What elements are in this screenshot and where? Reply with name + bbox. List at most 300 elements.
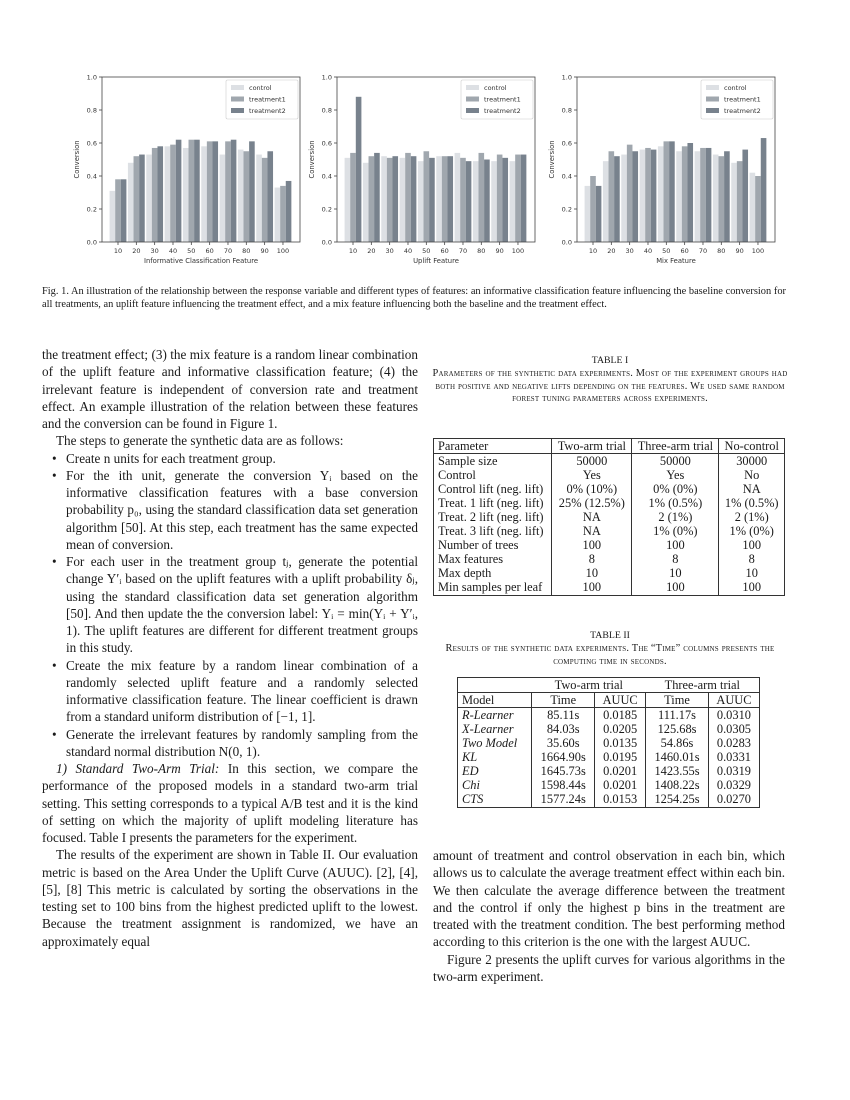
paragraph: The results of the experiment are shown in Table II. Our evaluation metric is based on the Area Under the Uplift Curve (AUUC). [2], [4], [5], [8] This metric is calculated by sorting the observations in the testing set to 100 bins from the highest predicted uplift to the lowest. Because the treatment assignment is randomized, we have an approximately equal: [42, 847, 418, 949]
figure-caption: Fig. 1. An illustration of the relationship between the response variable and different types of features: an informative classification feature influencing the baseline conversion for all treatments, an uplift feature influencing the treatment effect, and a mix feature influencing both the baseline and the treatment effect.: [42, 286, 786, 310]
table-header-row: [434, 439, 785, 454]
legend-label-control: control: [484, 84, 507, 92]
bar-treatment1-90: [737, 161, 743, 242]
table-cell: Yes: [632, 468, 719, 482]
table-cell: [458, 678, 532, 693]
legend-swatch-treatment2: [466, 108, 479, 113]
table2-title: TABLE II: [590, 630, 630, 641]
x-tick-label: 50: [422, 247, 431, 255]
table-cell: No: [719, 468, 785, 482]
x-tick-label: 40: [643, 247, 653, 255]
table-row: [458, 708, 760, 723]
bar-treatment2-10: [356, 97, 362, 242]
legend: [226, 80, 298, 119]
x-tick-label: 10: [113, 247, 123, 255]
bar-control-60: [436, 156, 442, 242]
bar-treatment2-60: [447, 156, 453, 242]
legend-label-treatment1: treatment1: [249, 95, 286, 104]
table-cell: Control: [438, 467, 476, 482]
x-tick-label: 70: [698, 247, 708, 255]
x-tick-label: 10: [348, 247, 358, 255]
table-header-cell: AUUC: [595, 693, 646, 708]
bar-treatment2-50: [429, 158, 435, 242]
table-cell: 50000: [632, 454, 719, 469]
table-cell: 0.0283: [708, 736, 759, 750]
list-item: • Generate the irrelevant features by randomly sampling from the standard normal distribution N(0, 1).: [66, 726, 418, 761]
table-cell: 1408.22s: [646, 779, 709, 793]
bar-treatment1-10: [115, 179, 121, 242]
steps-list: [42, 450, 418, 761]
y-axis-label: Conversion: [548, 140, 556, 179]
x-tick-label: 100: [751, 247, 765, 255]
bar-treatment2-30: [632, 151, 638, 242]
x-tick-label: 30: [625, 247, 634, 255]
bar-control-20: [363, 163, 369, 242]
x-tick-label: 50: [187, 247, 196, 255]
table-cell: Sample size: [438, 453, 498, 468]
bar-control-40: [165, 146, 171, 242]
table-header-row: [458, 693, 760, 708]
table-cell: 0.0195: [595, 750, 646, 764]
table-cell: 111.17s: [646, 708, 709, 723]
table-cell: 10: [552, 567, 632, 581]
table-cell: 0.0319: [708, 765, 759, 779]
x-tick-label: 100: [276, 247, 290, 255]
bar-control-100: [510, 161, 516, 242]
bar-control-10: [345, 158, 351, 242]
y-tick-label: 1.0: [561, 73, 572, 82]
table-cell: Two-arm trial: [552, 439, 632, 454]
table1-caption-block: [430, 355, 790, 406]
table-header-cell: Time: [532, 693, 595, 708]
table-cell: 1254.25s: [646, 793, 709, 808]
table-cell: 1460.01s: [646, 750, 709, 764]
table-header-cell: AUUC: [708, 693, 759, 708]
bar-control-70: [220, 155, 226, 242]
table-row: [434, 539, 785, 553]
y-tick-label: 0.6: [561, 139, 572, 148]
model-name: R-Learner: [462, 707, 514, 722]
x-tick-label: 10: [588, 247, 598, 255]
table-cell: Min samples per leaf: [438, 580, 543, 595]
table-cell: 50000: [552, 454, 632, 469]
x-tick-label: 90: [495, 247, 504, 255]
table-row: [434, 482, 785, 496]
table-row: [458, 793, 760, 808]
bar-treatment2-50: [669, 141, 675, 242]
bar-treatment1-70: [460, 158, 466, 242]
left-column: [42, 346, 418, 950]
table-cell: Number of trees: [438, 538, 519, 553]
model-name: Two Model: [462, 735, 518, 750]
y-tick-label: 0.6: [321, 139, 332, 148]
table-cell: Max depth: [438, 566, 492, 581]
x-tick-label: 70: [223, 247, 233, 255]
model-name: CTS: [462, 792, 484, 807]
table-cell: 100: [632, 581, 719, 596]
bar-treatment1-50: [189, 140, 195, 242]
bar-treatment1-100: [755, 176, 761, 242]
table-row: [458, 750, 760, 764]
table-cell: 0.0331: [708, 750, 759, 764]
legend-swatch-treatment2: [706, 108, 719, 113]
table-cell: NA: [552, 525, 632, 539]
bar-control-50: [183, 148, 189, 242]
chart-mix-feature: [545, 70, 795, 275]
bar-treatment2-30: [392, 156, 398, 242]
bar-treatment1-20: [369, 156, 375, 242]
table-row: [434, 510, 785, 524]
bar-control-60: [676, 151, 682, 242]
table-cell: 0.0329: [708, 779, 759, 793]
bar-treatment2-60: [212, 141, 218, 242]
bar-control-50: [418, 161, 424, 242]
table-cell: Treat. 1 lift (neg. lift): [438, 495, 544, 510]
paragraph: The steps to generate the synthetic data are as follows:: [56, 433, 344, 449]
legend-swatch-control: [466, 85, 479, 90]
legend-label-treatment2: treatment2: [249, 107, 286, 115]
table1-caption: Parameters of the synthetic data experiments. Most of the experiment groups had both positive and negative lifts depending on the features. We used same random forest tuning parameters across experiments.: [432, 367, 788, 405]
table-cell: 100: [719, 539, 785, 553]
list-item: • For each user in the treatment group tⱼ, generate the potential change Y′ᵢ based on the uplift features with a uplift probability δⱼ, using the standard classification data set generation algorithm [50]. And then update the the conversion label: Yᵢ = min(Yᵢ + Y′ᵢ, 1). The uplift features are different for different treatment groups in this study.: [66, 553, 418, 657]
list-item: • Create n units for each treatment group.: [66, 450, 418, 467]
bar-control-100: [750, 173, 756, 242]
y-axis-label: Conversion: [73, 140, 81, 179]
bar-treatment2-60: [687, 143, 693, 242]
table-row: [434, 581, 785, 596]
bar-treatment1-40: [170, 145, 176, 242]
y-tick-label: 0.0: [86, 238, 97, 247]
bar-control-70: [695, 151, 701, 242]
bar-treatment2-50: [194, 140, 200, 242]
table-cell: NA: [552, 510, 632, 524]
bar-treatment1-50: [424, 151, 430, 242]
table-cell: 0.0153: [595, 793, 646, 808]
bar-treatment2-90: [267, 151, 273, 242]
x-tick-label: 20: [607, 247, 616, 255]
bar-control-20: [603, 161, 609, 242]
table-cell: 125.68s: [646, 722, 709, 736]
paragraph: amount of treatment and control observation in each bin, which allows us to calculate the average treatment effect within each bin. We then calculate the average difference between the treatment and the control if only the highest p bins in the treatment are treated with the treatment condition. The best performing method according to this criterion is the one with the largest AUUC.: [433, 848, 785, 950]
bar-treatment2-20: [614, 156, 620, 242]
table-cell: Max features: [438, 552, 504, 567]
bar-treatment1-80: [479, 153, 485, 242]
bar-treatment1-70: [700, 148, 706, 242]
bar-treatment1-40: [645, 148, 651, 242]
x-axis-label: Uplift Feature: [413, 257, 459, 265]
y-tick-label: 0.2: [561, 205, 572, 214]
y-tick-label: 0.4: [86, 172, 97, 181]
bar-treatment1-20: [609, 151, 615, 242]
chart-uplift-feature: [305, 70, 555, 275]
bar-treatment2-70: [466, 161, 472, 242]
x-axis-label: Informative Classification Feature: [143, 257, 259, 265]
model-name: X-Learner: [462, 721, 514, 736]
table-cell: 85.11s: [532, 708, 595, 723]
table-cell: 0.0201: [595, 765, 646, 779]
table-header-cell: Time: [646, 693, 709, 708]
x-tick-label: 100: [511, 247, 525, 255]
table-row: [434, 468, 785, 482]
table-cell: NA: [719, 482, 785, 496]
paragraph: the treatment effect; (3) the mix feature is a random linear combination of the uplift feature and informative classification feature; (4) the irrelevant feature is independent of conversion rate and treatment effect. An example illustration of the relation between these features and the conversion can be found in Figure 1.: [42, 347, 418, 431]
y-tick-label: 0.4: [561, 172, 572, 181]
legend-swatch-control: [231, 85, 244, 90]
table-cell: 1664.90s: [532, 750, 595, 764]
bar-control-90: [731, 163, 737, 242]
table2-caption-block: [430, 630, 790, 668]
bar-treatment2-90: [502, 158, 508, 242]
table-cell: 0.0310: [708, 708, 759, 723]
table-cell: Treat. 3 lift (neg. lift): [438, 524, 544, 539]
bar-treatment2-70: [231, 140, 237, 242]
x-tick-label: 80: [477, 247, 486, 255]
table-cell: 100: [552, 539, 632, 553]
model-name: Chi: [462, 778, 480, 793]
table-cell: No-control: [719, 439, 785, 454]
table-cell: 100: [552, 581, 632, 596]
table-cell: 8: [719, 553, 785, 567]
bar-treatment2-10: [121, 179, 127, 242]
table-cell: 100: [632, 539, 719, 553]
bar-treatment2-10: [596, 186, 602, 242]
x-axis-label: Mix Feature: [656, 257, 696, 265]
bar-treatment2-40: [411, 156, 417, 242]
legend-swatch-control: [706, 85, 719, 90]
legend-label-control: control: [724, 84, 747, 92]
bar-control-40: [400, 158, 406, 242]
table-row: [458, 736, 760, 750]
x-tick-label: 50: [662, 247, 671, 255]
bar-treatment2-80: [249, 141, 255, 242]
bar-treatment1-20: [134, 156, 140, 242]
table-cell: 1% (0%): [632, 525, 719, 539]
bar-treatment1-30: [387, 158, 393, 242]
x-tick-label: 90: [260, 247, 269, 255]
list-item: • Create the mix feature by a random linear combination of a randomly selected uplift feature and a randomly selected informative classification feature. The linear coefficient is drawn from a standard uniform distribution of [−1, 1].: [66, 657, 418, 726]
table-cell: 8: [632, 553, 719, 567]
table-cell: 1645.73s: [532, 765, 595, 779]
bar-treatment1-100: [515, 155, 521, 242]
legend-label-treatment1: treatment1: [484, 95, 521, 104]
y-tick-label: 0.0: [321, 238, 332, 247]
table-row: [434, 525, 785, 539]
right-column-text: [433, 847, 785, 985]
x-tick-label: 80: [242, 247, 251, 255]
bar-treatment1-10: [350, 153, 356, 242]
table-row: [458, 779, 760, 793]
table-cell: 2 (1%): [632, 510, 719, 524]
y-tick-label: 0.0: [561, 238, 572, 247]
bar-control-70: [455, 153, 461, 242]
table-cell: 0.0185: [595, 708, 646, 723]
y-tick-label: 0.8: [321, 106, 332, 115]
legend-label-control: control: [249, 84, 272, 92]
table1-title: TABLE I: [591, 355, 629, 366]
table-cell: 8: [552, 553, 632, 567]
legend-swatch-treatment1: [231, 97, 244, 102]
bar-treatment1-30: [152, 148, 158, 242]
y-tick-label: 0.6: [86, 139, 97, 148]
bar-treatment1-90: [262, 158, 268, 242]
x-tick-label: 40: [168, 247, 178, 255]
bar-control-50: [658, 146, 664, 242]
legend: [701, 80, 773, 119]
table-cell: 1598.44s: [532, 779, 595, 793]
bar-treatment2-40: [651, 150, 657, 242]
y-tick-label: 0.8: [561, 106, 572, 115]
table-cell: 10: [632, 567, 719, 581]
table-header-cell: Model: [458, 693, 532, 708]
chart-informative-feature: [70, 70, 320, 275]
bar-treatment1-80: [719, 156, 725, 242]
bar-control-30: [146, 155, 152, 242]
table-row: [434, 567, 785, 581]
y-tick-label: 1.0: [86, 73, 97, 82]
bar-treatment2-70: [706, 148, 712, 242]
bar-treatment1-60: [682, 146, 688, 242]
table-row: [458, 722, 760, 736]
legend-swatch-treatment1: [706, 97, 719, 102]
table-cell: Parameter: [434, 439, 552, 454]
x-tick-label: 40: [403, 247, 413, 255]
table-row: [458, 765, 760, 779]
y-tick-label: 0.2: [86, 205, 97, 214]
bar-treatment1-50: [664, 141, 670, 242]
legend-label-treatment2: treatment2: [484, 107, 521, 115]
bar-control-60: [201, 146, 207, 242]
bar-control-20: [128, 163, 134, 242]
table-cell: Yes: [552, 468, 632, 482]
table-row: [434, 553, 785, 567]
table-group-header: Three-arm trial: [664, 677, 740, 692]
table-group-header-row: [458, 678, 760, 693]
x-tick-label: 90: [735, 247, 744, 255]
x-tick-label: 60: [680, 247, 689, 255]
bar-treatment1-60: [442, 156, 448, 242]
y-tick-label: 1.0: [321, 73, 332, 82]
legend-swatch-treatment2: [231, 108, 244, 113]
bar-control-30: [381, 156, 387, 242]
table-cell: 0.0135: [595, 736, 646, 750]
table-cell: Control lift (neg. lift): [438, 481, 544, 496]
x-tick-label: 80: [717, 247, 726, 255]
x-tick-label: 30: [150, 247, 159, 255]
table-cell: 25% (12.5%): [552, 496, 632, 510]
legend: [461, 80, 533, 119]
y-tick-label: 0.8: [86, 106, 97, 115]
x-tick-label: 20: [367, 247, 376, 255]
table-cell: 0.0305: [708, 722, 759, 736]
x-tick-label: 30: [385, 247, 394, 255]
bar-treatment2-100: [286, 181, 292, 242]
bar-control-80: [473, 161, 479, 242]
x-tick-label: 20: [132, 247, 141, 255]
bar-treatment1-90: [497, 155, 503, 242]
table-cell: 2 (1%): [719, 510, 785, 524]
bar-treatment1-10: [590, 176, 596, 242]
table-parameters: [433, 438, 785, 596]
table-cell: 35.60s: [532, 736, 595, 750]
x-tick-label: 60: [440, 247, 449, 255]
x-tick-label: 70: [458, 247, 468, 255]
bar-treatment1-100: [280, 186, 286, 242]
paragraph: Figure 2 presents the uplift curves for various algorithms in the two-arm experiment.: [433, 951, 785, 984]
bar-control-80: [713, 155, 719, 242]
y-tick-label: 0.4: [321, 172, 332, 181]
table-cell: 10: [719, 567, 785, 581]
table-cell: 30000: [719, 454, 785, 469]
subsection-heading: 1) Standard Two-Arm Trial:: [56, 761, 220, 776]
bar-control-90: [491, 161, 497, 242]
table-cell: 1% (0.5%): [632, 496, 719, 510]
model-name: ED: [462, 764, 479, 779]
paragraph: [42, 760, 418, 846]
table-group-header: Two-arm trial: [554, 677, 623, 692]
bar-treatment1-40: [405, 153, 411, 242]
bar-treatment2-20: [139, 155, 145, 242]
legend-label-treatment2: treatment2: [724, 107, 761, 115]
bar-control-10: [585, 186, 591, 242]
bar-treatment2-100: [521, 155, 527, 242]
table-cell: 0.0205: [595, 722, 646, 736]
table-cell: 1% (0.5%): [719, 496, 785, 510]
paragraph-text: In this section, we compare the performance of the proposed models in a standard two-arm trial setting. This setting corresponds to a typical A/B test and it is the kind of setting on which the majority of uplift modeling literature has focused. Table I presents the parameters for the experiment.: [42, 761, 418, 845]
table-cell: 84.03s: [532, 722, 595, 736]
bar-treatment2-90: [742, 150, 748, 242]
table-cell: 0% (10%): [552, 482, 632, 496]
bar-control-100: [275, 188, 281, 242]
bar-treatment2-20: [374, 153, 380, 242]
table-cell: Treat. 2 lift (neg. lift): [438, 510, 544, 525]
bar-treatment1-80: [244, 151, 250, 242]
table-results: [457, 677, 760, 808]
table-cell: 0.0201: [595, 779, 646, 793]
bar-treatment2-40: [176, 140, 182, 242]
y-axis-label: Conversion: [308, 140, 316, 179]
table-cell: 1423.55s: [646, 765, 709, 779]
bar-treatment2-100: [761, 138, 767, 242]
table-cell: 1577.24s: [532, 793, 595, 808]
legend-label-treatment1: treatment1: [724, 95, 761, 104]
bar-control-40: [640, 150, 646, 242]
bar-control-10: [110, 191, 116, 242]
table-cell: 54.86s: [646, 736, 709, 750]
table-cell: 1% (0%): [719, 525, 785, 539]
table-cell: 100: [719, 581, 785, 596]
bar-treatment2-80: [724, 151, 730, 242]
model-name: KL: [462, 750, 478, 765]
table-row: [434, 454, 785, 469]
bar-treatment2-80: [484, 160, 490, 243]
bar-treatment1-60: [207, 141, 213, 242]
y-tick-label: 0.2: [321, 205, 332, 214]
list-item: • For the ith unit, generate the conversion Yᵢ based on the informative classification features with a base conversion probability p₀, using the standard classification data set generation algorithm [50]. At this step, each treatment has the same expected mean of conversion.: [66, 467, 418, 553]
x-tick-label: 60: [205, 247, 214, 255]
bar-control-80: [238, 150, 244, 242]
bar-treatment1-30: [627, 145, 633, 242]
table-row: [434, 496, 785, 510]
table2-caption: Results of the synthetic data experiments. The “Time” columns presents the computing time in seconds.: [445, 642, 775, 667]
legend-swatch-treatment1: [466, 97, 479, 102]
bar-treatment1-70: [225, 141, 231, 242]
bar-control-30: [621, 155, 627, 242]
bar-treatment2-30: [157, 146, 163, 242]
table-cell: 0.0270: [708, 793, 759, 808]
table-cell: Three-arm trial: [632, 439, 719, 454]
bar-control-90: [256, 155, 262, 242]
table-cell: 0% (0%): [632, 482, 719, 496]
